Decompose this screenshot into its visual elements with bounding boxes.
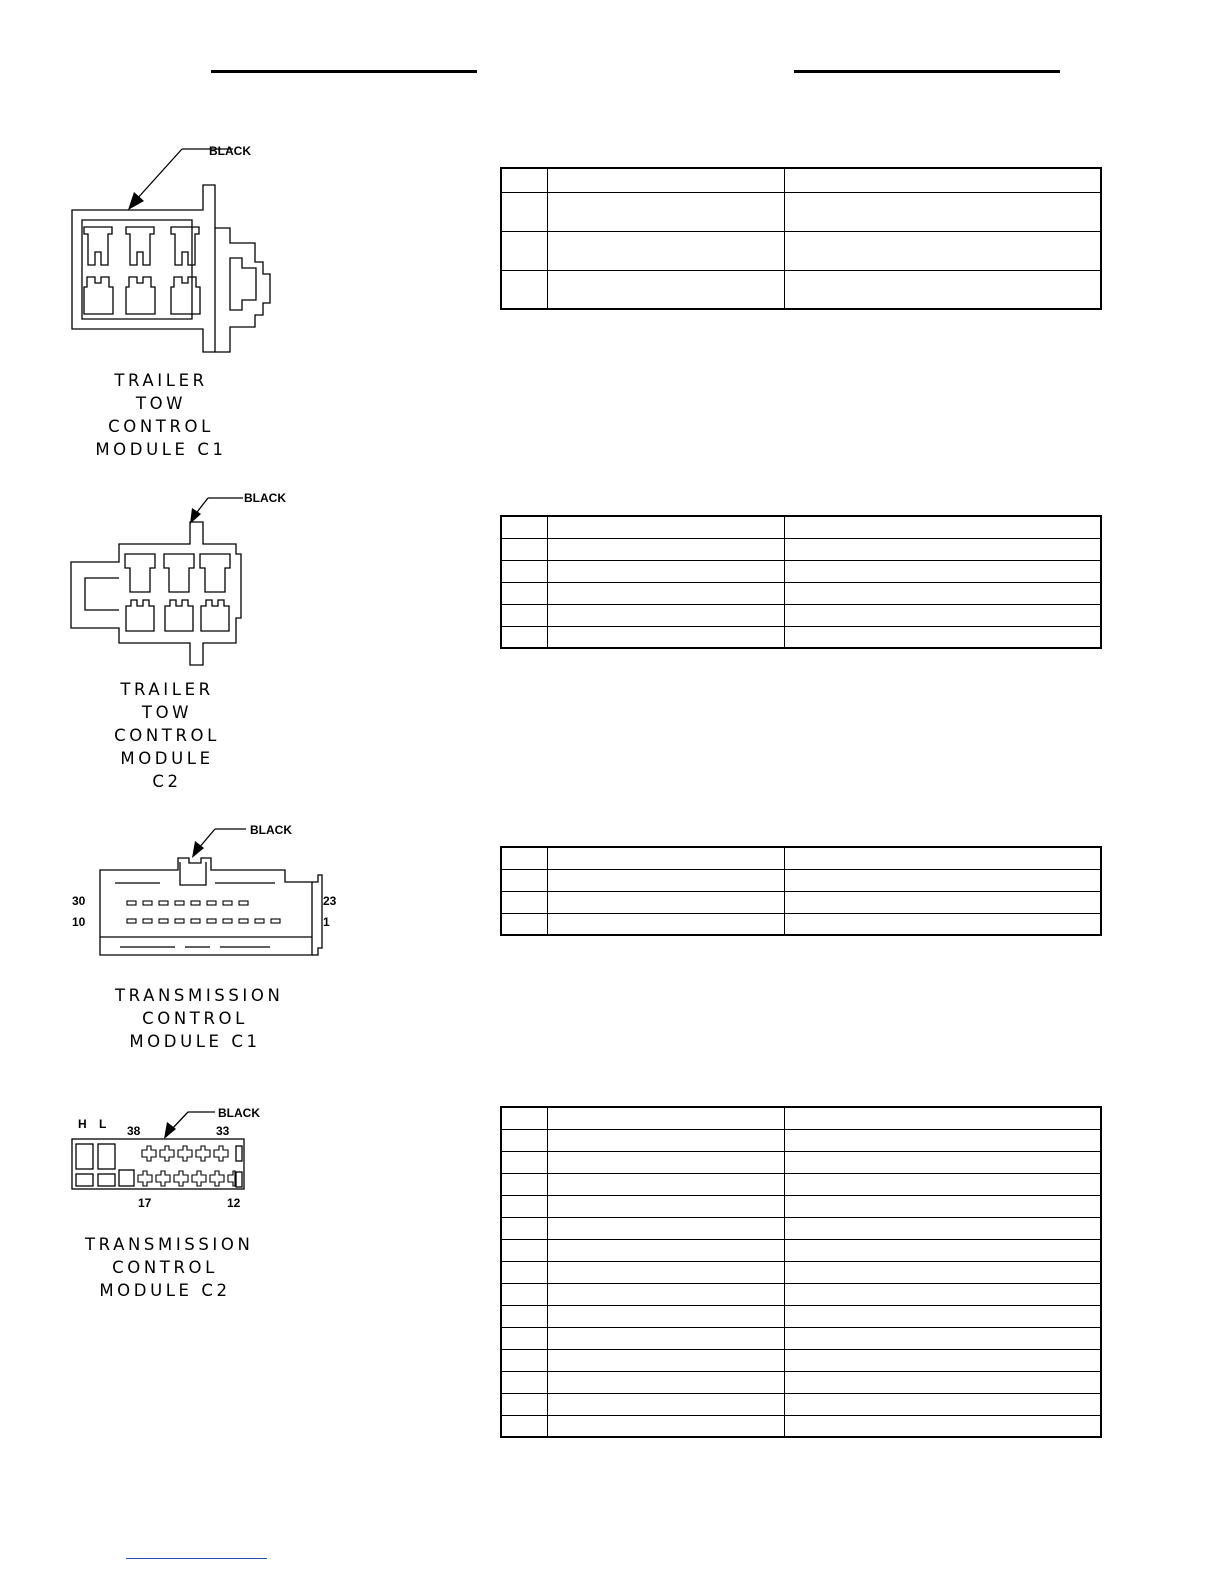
footer-link-underline[interactable]	[126, 1558, 267, 1559]
tcm-c2-caption: TRANSMISSION CONTROL MODULE C2	[85, 1235, 254, 1300]
leader-arrowhead-icon	[164, 1122, 176, 1139]
trailer-tow-c2-caption: TRAILER TOW CONTROL MODULE C2	[114, 680, 220, 791]
trailer-tow-c1-pin-table	[500, 167, 1102, 310]
trailer-tow-c2-connector-diagram	[60, 488, 290, 673]
trailer-tow-c1-color-label: BLACK	[209, 144, 251, 158]
tcm-c2-pin-33: 33	[216, 1124, 230, 1138]
tcm-c2-pin-l: L	[99, 1117, 107, 1131]
tcm-c2-connector-diagram	[60, 1100, 300, 1200]
tcm-c1-pin-table	[500, 846, 1102, 936]
tcm-c2-pin-17: 17	[138, 1196, 152, 1210]
tcm-c2-bottom-cavities	[138, 1171, 235, 1186]
trailer-tow-c1-caption: TRAILER TOW CONTROL MODULE C1	[95, 371, 227, 459]
tcm-c2-pin-table	[500, 1106, 1102, 1438]
tcm-c1-top-cavities	[127, 901, 248, 905]
tcm-c1-connector-diagram	[60, 820, 360, 965]
tcm-c2-pin-h: H	[78, 1117, 87, 1131]
tcm-c2-pin-38: 38	[127, 1124, 141, 1138]
tcm-c2-color-label: BLACK	[218, 1106, 260, 1120]
header-rule-left	[211, 70, 477, 73]
trailer-tow-c2-color-label: BLACK	[244, 491, 286, 505]
tcm-c1-pin-30: 30	[72, 894, 86, 908]
tcm-c1-pin-23: 23	[323, 894, 337, 908]
trailer-tow-c2-pin-table	[500, 515, 1102, 649]
tcm-c1-pin-10: 10	[72, 915, 86, 929]
tcm-c1-bottom-cavities	[127, 919, 280, 923]
tcm-c1-caption: TRANSMISSION CONTROL MODULE C1	[115, 986, 284, 1051]
header-rule-right	[794, 70, 1060, 73]
trailer-tow-c1-connector-diagram	[60, 140, 290, 360]
tcm-c2-pin-12: 12	[227, 1196, 241, 1210]
tcm-c2-top-cavities	[142, 1146, 228, 1161]
tcm-c1-pin-1: 1	[323, 915, 330, 929]
tcm-c1-color-label: BLACK	[250, 823, 292, 837]
